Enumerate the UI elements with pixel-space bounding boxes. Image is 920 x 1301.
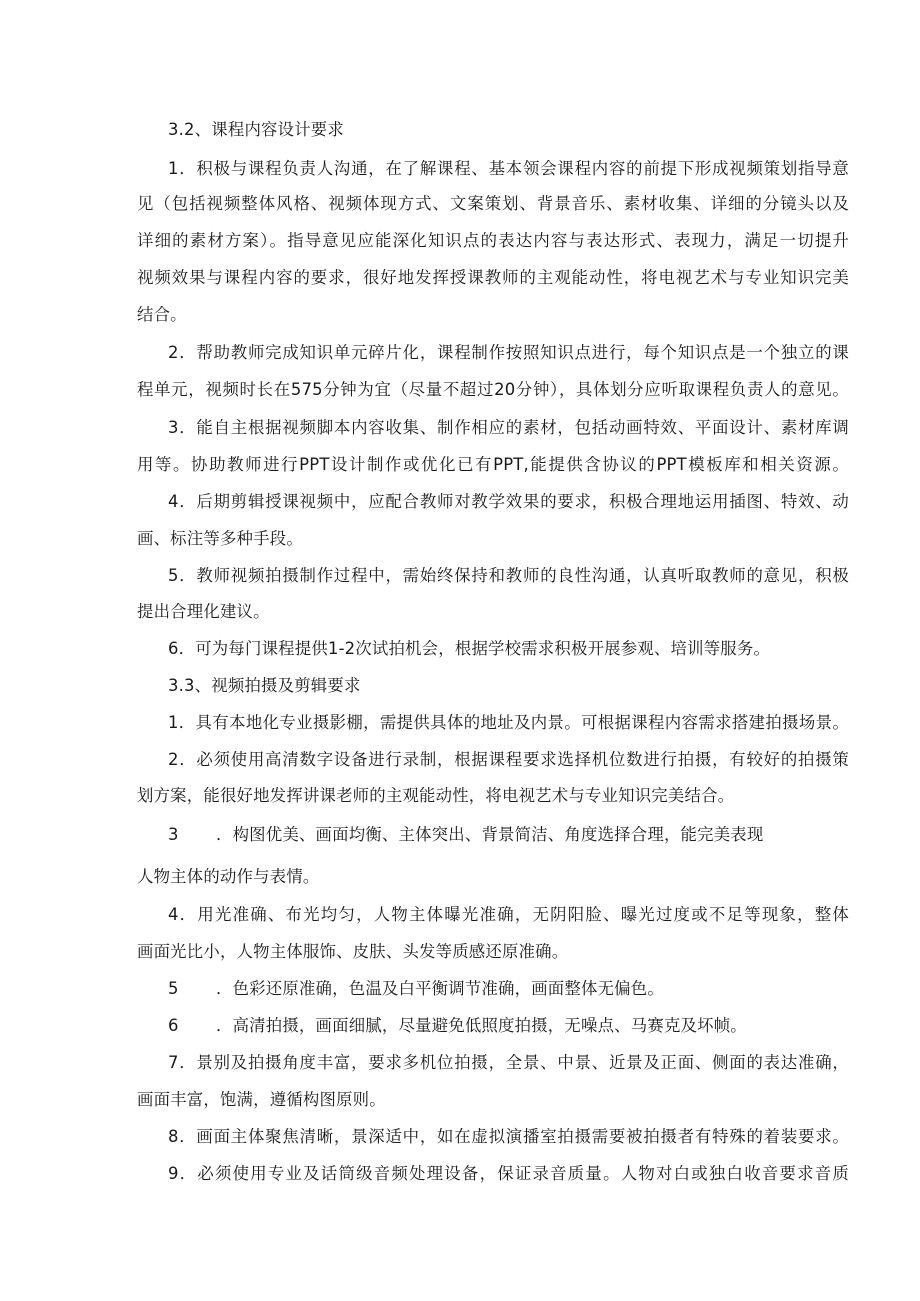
paragraph-line: 详细的素材方案）。指导意见应能深化知识点的表达内容与表达形式、表现力，满足一切提升 xyxy=(137,231,849,250)
item-number: 5 xyxy=(168,979,179,998)
paragraph-line: 2．必须使用高清数字设备进行录制，根据课程要求选择机位数进行拍摄，有较好的拍摄策 xyxy=(168,750,849,769)
item-text: ．构图优美、画面均衡、主体突出、背景简洁、角度选择合理，能完美表现 xyxy=(216,825,764,844)
paragraph-line xyxy=(168,1018,849,1034)
paragraph-line: 6．可为每门课程提供1-2次试拍机会，根据学校需求积极开展参观、培训等服务。 xyxy=(168,639,771,658)
paragraph-line: 3．能自主根据视频脚本内容收集、制作相应的素材，包括动画特效、平面设计、素材库调 xyxy=(168,418,849,437)
paragraph-line: 画面丰富，饱满，遵循构图原则。 xyxy=(137,1090,386,1109)
item-number: 3 xyxy=(168,825,179,844)
paragraph-line: 视频效果与课程内容的要求，很好地发挥授课教师的主观能动性，将电视艺术与专业知识完美 xyxy=(137,268,849,287)
section-heading-3-3: 3.3、视频拍摄及剪辑要求 xyxy=(168,676,361,695)
paragraph-line xyxy=(168,827,849,843)
paragraph-line: 9．必须使用专业及话筒级音频处理设备，保证录音质量。人物对白或独白收音要求音质 xyxy=(168,1164,849,1183)
paragraph-line: 7．景别及拍摄角度丰富，要求多机位拍摄，全景、中景、近景及正面、侧面的表达准确， xyxy=(168,1053,849,1072)
section-heading-3-2: 3.2、课程内容设计要求 xyxy=(168,120,344,139)
paragraph-line: 8．画面主体聚焦清晰，景深适中，如在虚拟演播室拍摄需要被拍摄者有特殊的着装要求。 xyxy=(168,1127,849,1146)
paragraph-line: 画面光比小，人物主体服饰、皮肤、头发等质感还原准确。 xyxy=(137,942,569,961)
paragraph-line: 4．后期剪辑授课视频中，应配合教师对教学效果的要求，积极合理地运用插图、特效、动 xyxy=(168,492,849,511)
paragraph-line xyxy=(168,981,849,997)
item-text: ．高清拍摄，画面细腻，尽量避免低照度拍摄，无噪点、马赛克及坏帧。 xyxy=(216,1016,747,1035)
paragraph-line: 见（包括视频整体风格、视频体现方式、文案策划、背景音乐、素材收集、详细的分镜头以及 xyxy=(137,194,849,213)
paragraph-line: 提出合理化建议。 xyxy=(137,602,270,621)
paragraph-line: 结合。 xyxy=(137,305,187,324)
paragraph-line: 1．积极与课程负责人沟通，在了解课程、基本领会课程内容的前提下形成视频策划指导意 xyxy=(168,159,849,178)
paragraph-line: 用等。协助教师进行PPT设计制作或优化已有PPT,能提供含协议的PPT模板库和相关资源。 xyxy=(137,455,849,474)
paragraph-line: 画、标注等多种手段。 xyxy=(137,529,303,548)
paragraph-line: 程单元，视频时长在575分钟为宜（尽量不超过20分钟），具体划分应听取课程负责人的意见。 xyxy=(137,380,849,399)
paragraph-line: 人物主体的动作与表情。 xyxy=(137,867,320,886)
paragraph-line: 4．用光准确、布光均匀，人物主体曝光准确，无阴阳脸、曝光过度或不足等现象，整体 xyxy=(168,905,849,924)
paragraph-line: 划方案，能很好地发挥讲课老师的主观能动性，将电视艺术与专业知识完美结合。 xyxy=(137,786,735,805)
paragraph-line: 5．教师视频拍摄制作过程中，需始终保持和教师的良性沟通，认真听取教师的意见，积极 xyxy=(168,566,849,585)
item-text: ．色彩还原准确，色温及白平衡调节准确，画面整体无偏色。 xyxy=(216,979,664,998)
paragraph-line: 2．帮助教师完成知识单元碎片化，课程制作按照知识点进行，每个知识点是一个独立的课 xyxy=(168,343,849,362)
paragraph-line: 1．具有本地化专业摄影棚，需提供具体的地址及内景。可根据课程内容需求搭建拍摄场景。 xyxy=(168,713,849,732)
item-number: 6 xyxy=(168,1016,179,1035)
